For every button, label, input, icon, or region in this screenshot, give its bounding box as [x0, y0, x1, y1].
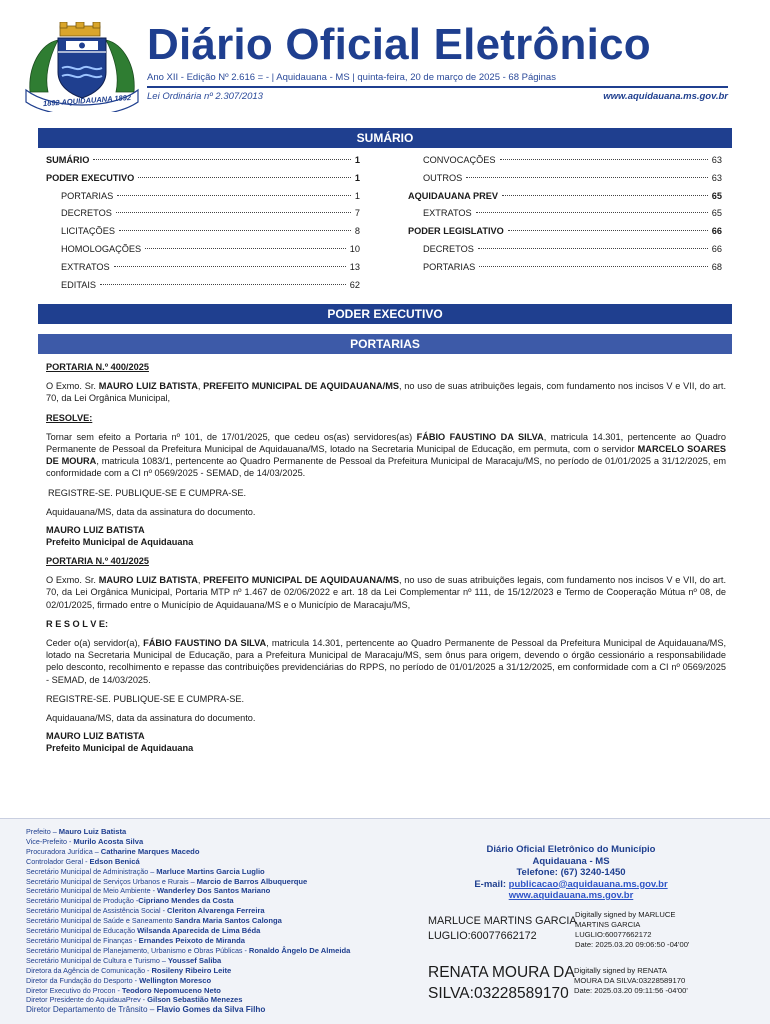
digital-signature-name: RENATA MOURA DA SILVA:03228589170	[428, 964, 575, 1002]
contact-city: Aquidauana - MS	[532, 855, 610, 867]
official-entry: Secretário Municipal de Meio Ambiente - Wanderley Dos Santos Mariano	[26, 886, 271, 896]
official-entry: Diretor Departamento de Trânsito – Flavio Gomes da Silva Filho	[26, 1005, 266, 1015]
toc-item[interactable]: PODER LEGISLATIVO 66	[408, 226, 722, 237]
contact-title: Diário Oficial Eletrônico do Município	[486, 844, 656, 855]
coat-of-arms-banner-text: 1892 AQUIDAUANA 1892	[42, 92, 132, 109]
toc-left-column	[46, 155, 360, 297]
section-header-portarias: PORTARIAS	[38, 334, 732, 354]
portaria-body: Tornar sem efeito a Portaria nº 101, de 17/01/2025, que cedeu os(as) servidores(as) FÁBIO FAUSTINO DA SILVA, matricula 14.301, pertencente ao Quadro Permanente de Pessoal da Prefeitura Municipal de Aquidauana/MS, lotado na Secretaria Municipal de Educação, em permuta, com o servidor MARCELO SOARES DE MOURA, matricula 1083/1, pertencente ao Quadro Permanente de Pessoal da Prefeitura Municipal de Maracaju/MS, no período de 01/01/2025 a 31/12/2025, em conformidade com a CI nº 0569/2025 - SEMAD, de 14/03/2025.	[46, 431, 726, 479]
signature-block	[46, 525, 726, 548]
official-entry: Secretário Municipal de Assistência Social - Cleriton Alvarenga Ferreira	[26, 906, 265, 916]
toc-item[interactable]: DECRETOS 7	[61, 208, 360, 219]
digital-signature-details: Digitally signed by MARLUCE MARTINS GARCIA LUGLIO:60077662172 Date: 2025.03.20 09:06:50 -04'00'	[575, 910, 690, 949]
signatory-name: MAURO LUIZ BATISTA	[46, 731, 145, 742]
toc-item[interactable]: EXTRATOS 13	[61, 261, 360, 272]
header-divider	[147, 86, 728, 88]
page-title: Diário Oficial Eletrônico	[147, 20, 651, 69]
official-entry: Procuradora Jurídica – Catharine Marques Macedo	[26, 846, 200, 856]
toc-item[interactable]: HOMOLOGAÇÕES 10	[61, 243, 360, 254]
signature-block	[46, 731, 726, 754]
official-entry: Diretor da Fundação do Desporto - Wellington Moresco	[26, 975, 212, 985]
toc-item[interactable]: DECRETOS 66	[423, 243, 722, 254]
official-entry: Diretora da Agência de Comunicação - Rosileny Ribeiro Leite	[26, 965, 232, 975]
toc-item[interactable]: PORTARIAS 68	[423, 261, 722, 272]
email-link[interactable]: publicacao@aquidauana.ms.gov.br	[508, 878, 668, 890]
toc-item[interactable]: PORTARIAS 1	[61, 190, 360, 201]
portaria-intro: O Exmo. Sr. MAURO LUIZ BATISTA, PREFEITO MUNICIPAL DE AQUIDAUANA/MS, no uso de suas atribuições legais, com fundamento nos incisos V e VII, do art. 70, da Lei Orgânica Municipal,	[46, 381, 726, 404]
portaria-intro: O Exmo. Sr. MAURO LUIZ BATISTA, PREFEITO MUNICIPAL DE AQUIDAUANA/MS, no uso de suas atribuições legais, com fundamento nos incisos V e VII, do art. 70, da Lei Orgânica Municipal, Portaria MTP nº 1.467 de 02/06/2022 e art. 18 da Lei Complementar nº 111, de 15/12/2023 e Termo de Cooperação Mútua nº 08, de 02/01/2025, firmado entre o Município de Aquidauana/MS e o Município de Maracaju/MS,	[46, 575, 726, 610]
official-entry: Controlador Geral - Edson Benicá	[26, 856, 140, 866]
signatory-role: Prefeito Municipal de Aquidauana	[46, 536, 194, 547]
portaria-heading: PORTARIA N.º 400/2025	[46, 362, 149, 372]
official-entry: Diretor Presidente do AquidauaPrev - Gilson Sebastião Menezes	[26, 995, 243, 1005]
portaria-body: Ceder o(a) servidor(a), FÁBIO FAUSTINO DA SILVA, matricula 14.301, pertencente ao Quadro Permanente de Pessoal da Prefeitura Municipal de Aquidauana/MS, lotado na Secretaria Municipal de Educação, para a Prefeitura Municipal de Maracaju/MS, sem ônus para origem, devendo o órgão cessionário a responsabilidade pelo desconto, recolhimento e repasse das contribuições previdenciárias do RPPS, no período de 01/01/2025 a 31/12/2025, em conformidade com a CI nº 0569/2025 - SEMAD, de 14/03/2025.	[46, 638, 726, 685]
digital-signature-name: MARLUCE MARTINS GARCIA LUGLIO:60077662172	[428, 915, 577, 942]
resolve-heading: R E S O L V E:	[46, 618, 109, 629]
official-entry: Secretário Municipal de Finanças - Ernandes Peixoto de Miranda	[26, 935, 245, 945]
toc-item[interactable]: PODER EXECUTIVO 1	[46, 172, 360, 183]
website-link[interactable]: www.aquidauana.ms.gov.br	[603, 91, 728, 102]
official-entry: Secretário Municipal de Produção -Cipriano Mendes da Costa	[26, 896, 234, 906]
toc-right-column	[408, 155, 722, 280]
digital-signature-details: Digitally signed by RENATA MOURA DA SILVA:03228589170 Date: 2025.03.20 09:11:56 -04'00'	[574, 966, 688, 995]
official-entry: Secretário Municipal de Serviços Urbanos e Rurais – Marcio de Barros Albuquerque	[26, 876, 308, 886]
footer-website-link[interactable]: www.aquidauana.ms.gov.br	[508, 890, 634, 901]
toc-item[interactable]: SUMÁRIO 1	[46, 155, 360, 165]
contact-info	[446, 844, 696, 902]
official-entry: Secretário Municipal de Educação Wilsanda Aparecida de Lima Béda	[26, 926, 261, 936]
publish-clause: REGISTRE-SE. PUBLIQUE-SE E CUMPRA-SE.	[48, 487, 247, 498]
official-entry: Prefeito – Mauro Luiz Batista	[26, 827, 127, 836]
toc-item[interactable]: LICITAÇÕES 8	[61, 226, 360, 237]
edition-info: Ano XII - Edição Nº 2.616 = - | Aquidauana - MS | quinta-feira, 20 de março de 2025 - 68 Páginas	[147, 72, 556, 83]
toc-item[interactable]: EDITAIS 62	[61, 279, 360, 290]
official-entry: Secretário Municipal de Administração – Marluce Martins Garcia Luglio	[26, 866, 265, 876]
signatory-name: MAURO LUIZ BATISTA	[46, 525, 145, 536]
document-body	[46, 361, 726, 761]
contact-phone: Telefone: (67) 3240-1450	[516, 867, 626, 878]
toc-item[interactable]: EXTRATOS 65	[423, 208, 722, 219]
toc-item[interactable]: CONVOCAÇÕES 63	[423, 155, 722, 165]
place-date: Aquidauana/MS, data da assinatura do documento.	[46, 713, 256, 724]
summary-header: SUMÁRIO	[38, 128, 732, 148]
page-header	[0, 0, 770, 115]
official-entry: Secretário Municipal de Cultura e Turismo – Youssef Saliba	[26, 955, 222, 965]
contact-email-row: E-mail: publicacao@aquidauana.ms.gov.br	[474, 878, 668, 890]
official-entry: Secretário Municipal de Planejamento, Urbanismo e Obras Públicas - Ronaldo Ângelo De Almeida	[26, 945, 351, 955]
official-entry: Secretário Municipal de Saúde e Saneamento Sandra Maria Santos Calonga	[26, 916, 282, 926]
resolve-heading: RESOLVE:	[46, 412, 93, 423]
portaria-heading: PORTARIA N.º 401/2025	[46, 556, 149, 567]
publish-clause: REGISTRE-SE. PUBLIQUE-SE E CUMPRA-SE.	[46, 693, 245, 704]
toc-item[interactable]: AQUIDAUANA PREV 65	[408, 190, 722, 201]
place-date: Aquidauana/MS, data da assinatura do documento.	[46, 506, 256, 517]
law-reference: Lei Ordinária nº 2.307/2013	[147, 91, 263, 102]
toc-item[interactable]: OUTROS 63	[423, 172, 722, 183]
signatory-role: Prefeito Municipal de Aquidauana	[46, 742, 194, 753]
official-entry: Vice-Prefeito - Murilo Acosta Silva	[26, 836, 144, 846]
officials-list	[26, 827, 350, 1015]
section-header-executive: PODER EXECUTIVO	[38, 304, 732, 324]
official-entry: Diretor Executivo do Procon - Teodoro Nepomuceno Neto	[26, 985, 221, 995]
